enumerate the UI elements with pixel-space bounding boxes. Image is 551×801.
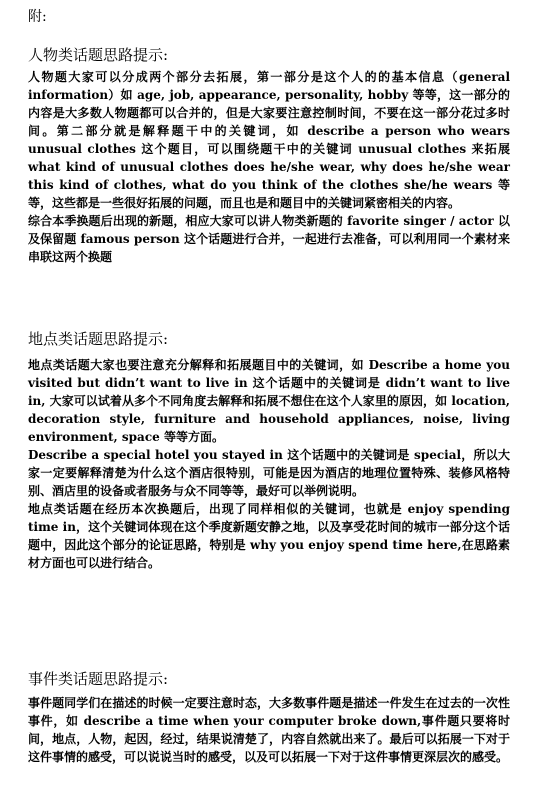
section-heading-places: 地点类话题思路提示: — [28, 330, 169, 348]
section-heading-events: 事件类话题思路提示: — [28, 670, 169, 688]
paragraph: 人物题大家可以分成两个部分去拓展，第一部分是这个人的的基本信息（general information）如 age, job, appearance, personality, hobby 等等，这一部分的内容是大多数人物题都可以合并的，但是大家要注意控制时间，不要在这一部分花过多时间。第二部分就是解释题干中的关键词，如 describe a person who wears unusual clothes 这个题目，可以围绕题干中的关键词 unusual clothes 来拓展 what kind of unusual clothes does he/she wear, why does he/she wear this kind of clothes, what do you think of the clothes she/he wears 等等，这些都是一些很好拓展的问题，而且也是和题目中的关键词紧密相关的内容。 — [28, 70, 510, 210]
paragraph: 地点类话题在经历本次换题后，出现了同样相似的关键词，也就是 enjoy spending time in，这个关键词体现在这个季度新题安静之地，以及享受花时间的城市一部分这个话题中，因此这个部分的论证思路，特别是 why you enjoy spend time here,在思路素材方面也可以进行结合。 — [28, 502, 510, 570]
section-body-events — [28, 694, 510, 766]
section-body-people — [28, 68, 510, 266]
paragraph: 事件题同学们在描述的时候一定要注意时态，大多数事件题是描述一件发生在过去的一次性事件，如 describe a time when your computer broke down,事件题只要将时间，地点，人物，起因，经过，结果说清楚了，内容自然就出来了。最后可以拓展一下对于这件事情的感受，可以说说当时的感受，以及可以拓展一下对于这件事情更深层次的感受。 — [28, 696, 510, 764]
section-body-places — [28, 356, 510, 572]
paragraph: 综合本季换题后出现的新题，相应大家可以讲人物类新题的 favorite singer / actor 以及保留题 famous person 这个话题进行合并，一起进行去准备，可以利用同一个素材来串联这两个换题 — [28, 214, 510, 264]
section-heading-people: 人物类话题思路提示: — [28, 46, 169, 64]
paragraph: 地点类话题大家也要注意充分解释和拓展题目中的关键词，如 Describe a home you visited but didn’t want to live in 这个话题中的关键词是 didn’t want to live in, 大家可以试着从多个不同角度去解释和拓展不想住在这个人家里的原因，如 location, decoration style, furniture and household appliances, noise, living environment, space 等等方面。 — [28, 358, 510, 444]
appendix-label: 附: — [28, 9, 47, 25]
paragraph: Describe a special hotel you stayed in 这个话题中的关键词是 special，所以大家一定要解释清楚为什么这个酒店很特别，可能是因为酒店的地理位置特殊、装修风格特别、酒店里的设备或者服务与众不同等等，最好可以举例说明。 — [28, 448, 510, 498]
